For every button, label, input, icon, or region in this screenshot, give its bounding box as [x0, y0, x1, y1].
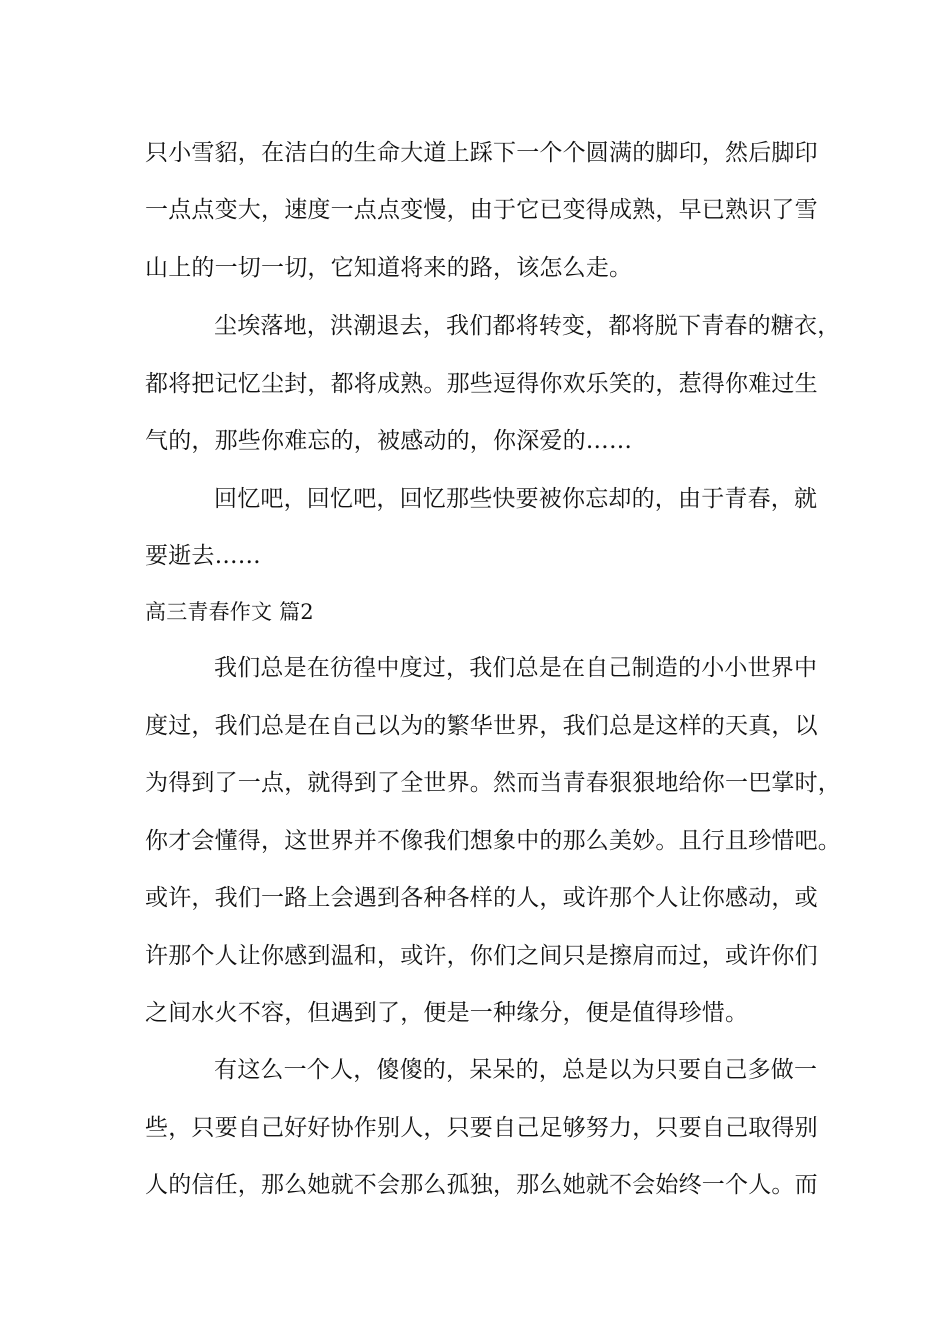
text-line: 你才会懂得，这世界并不像我们想象中的那么美妙。且行且珍惜吧。 — [145, 828, 841, 854]
text-line: 一点点变大，速度一点点变慢，由于它已变得成熟，早已熟识了雪 — [145, 197, 818, 223]
paragraph-first-line: 有这么一个人，傻傻的，呆呆的，总是以为只要自己多做一 — [214, 1057, 818, 1083]
section-heading: 高三青春作文 篇2 — [145, 600, 314, 624]
text-line: 或许，我们一路上会遇到各种各样的人，或许那个人让你感动，或 — [145, 885, 818, 911]
text-line: 许那个人让你感到温和，或许，你们之间只是擦肩而过，或许你们 — [145, 943, 818, 969]
text-line: 之间水火不容，但遇到了，便是一种缘分，便是值得珍惜。 — [145, 1000, 749, 1026]
text-line: 只小雪貂，在洁白的生命大道上踩下一个个圆满的脚印，然后脚印 — [145, 140, 818, 166]
text-line: 气的，那些你难忘的，被感动的，你深爱的…… — [145, 428, 633, 454]
paragraph-first-line: 回忆吧，回忆吧，回忆那些快要被你忘却的，由于青春，就 — [214, 486, 818, 512]
text-line: 为得到了一点，就得到了全世界。然而当青春狠狠地给你一巴掌时， — [145, 770, 841, 796]
text-line: 要逝去…… — [145, 543, 261, 569]
text-line: 度过，我们总是在自己以为的繁华世界，我们总是这样的天真，以 — [145, 713, 818, 739]
text-line: 山上的一切一切，它知道将来的路，该怎么走。 — [145, 255, 633, 281]
paragraph-first-line: 我们总是在彷徨中度过，我们总是在自己制造的小小世界中 — [214, 655, 818, 681]
text-line: 人的信任，那么她就不会那么孤独，那么她就不会始终一个人。而 — [145, 1172, 818, 1198]
text-line: 都将把记忆尘封，都将成熟。那些逗得你欢乐笑的，惹得你难过生 — [145, 371, 818, 397]
text-line: 些，只要自己好好协作别人，只要自己足够努力，只要自己取得别 — [145, 1115, 818, 1141]
paragraph-first-line: 尘埃落地，洪潮退去，我们都将转变，都将脱下青春的糖衣， — [214, 313, 841, 339]
